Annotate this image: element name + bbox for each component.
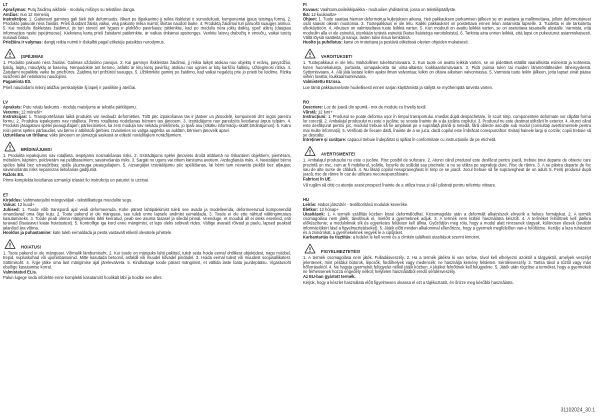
left-column xyxy=(3,3,291,295)
warning-header xyxy=(304,48,591,59)
language-section xyxy=(3,3,291,90)
language-code: FI xyxy=(303,2,307,7)
instructions-text: 1. Gabenant gaminys gali šiek tiek deformuotis. Iškart po išpakavimo jį reikia išskleisti ir sumodeliuoti, komponentai įgaus teisingą formą. 2. Produkto pakuotė nėra žaislas. Prieš duodant žaislą vaikui, visą pakuotę reikia nuimti; skirtas naudoti lauke. 4. Produktą žaidimui turi paruošti suaugęs asmuo. 5. Kai modulis išskleistas žaidimui, jis turi stovėti ant lygaus ir plokščio paviršiaus; įsitikinkite, kad po moduliu nėra jokių daiktų, ypač aštrių (daugiau informacijos rasite įspėjimuose). Kiekvieną kartą prieš žaisdami patikrinkite, ar vaikas tinkamai apsirengęs. Venkite laisvų drabužių ir virvučių, vaikai turėtų nusiauti batus. xyxy=(3,16,291,40)
warning-title: HOIATUS! xyxy=(21,244,42,250)
language-section xyxy=(3,193,291,280)
language-section xyxy=(303,3,591,90)
maintenance-text: kansi on irrotettava ja pestävä etiketissä olevien ohjeiden mukaisesti. xyxy=(343,40,469,45)
instructions-label: Ohjeet: xyxy=(303,16,318,22)
warning-triangle-icon xyxy=(304,243,316,254)
age-label: Vanus: xyxy=(3,202,17,208)
language-code: LT xyxy=(3,2,8,7)
age-label: Életkor: xyxy=(303,207,319,212)
read-before-use-note: Pirms komplekta lietošanas uzmanīgi izlasiet šo instrukciju un paturiet to uzziņai. xyxy=(3,178,150,183)
maintenance-line xyxy=(3,230,291,235)
made-in-line: Valmistatud ELis. xyxy=(3,270,37,275)
age-text: 12 luni+ xyxy=(318,109,333,115)
maintenance-label: Uzturēšana un tīrīšana: xyxy=(3,132,49,138)
maintenance-line xyxy=(303,40,591,45)
made-in-line: Az EU-ban gyártott termék. xyxy=(303,274,356,280)
instructions-label: Instrucțiuni: xyxy=(303,114,327,119)
instructions-paragraph xyxy=(303,17,591,40)
read-before-use-note: Palun lugege seda infolehte enne komplekti kasutamist hoolikalt läbi ja hoidke see alles. xyxy=(3,275,163,281)
description-text: Vaahtomuovileikkipaikka - moduulien yhdistelmä, jossa on tekstiilipäällyste. xyxy=(320,7,457,13)
maintenance-label: Hooldus ja puhastamine: xyxy=(3,230,52,235)
instructions-text: 1. Tuote saattaa hieman deformoitua kuljetuksen aikana. Heti pakkauksen purkamisen jälkeen se on avattava ja mallinnettava, jolloin deformoituneet osat saavat oikean muotonsa. 2. Tuotepakkaus ei ole lelu. Kaikki pakkaukset on poistettava ennen lelun antamista lapselle. 3. Tuotetta ei ole tarkoitettu ulkokäyttöön. 4. Aikuisen on valmisteltava tuote leikkiä varten. 5. Kun moduuli on avattu leikkiä varten, se on asetettava tasaiselle alustalle. Varmista, että moduulin alla ei ole esineitä, etenkään teräviä esineitä (katso lisätietoja varoituksista). 6. Tarkista aina ennen leikkiä, että lapsi on pukeutunut asianmukaisesti. Vältä löysiä vaatteita ja naruja, lasten tulisi riisua kenkänsä. xyxy=(303,16,591,40)
warning-title: BRĪDINĀJUMS! xyxy=(21,147,52,152)
description-text: Habos játszótér - textilborítású modulok keveréke. xyxy=(317,202,409,208)
language-code: RO xyxy=(303,99,310,105)
warning-title: VAROITUKSET! xyxy=(321,54,353,60)
maintenance-line xyxy=(303,138,591,143)
language-section xyxy=(303,100,591,187)
read-before-use-note: Lue tämä pakkausseloste huolellisesti ennen sarjan käyttämistä ja säilytä se myöhempää tarvetta varten. xyxy=(303,85,494,90)
age-text: 12 kuukautta+ xyxy=(311,12,338,17)
warning-text: 1. A termék csomagolása nem játék. Fulladásveszély. 2. Ha a termék játékra ki van terítve, távol kell elhelyezni azoktól a tárgyaktól, amelyek veszélyt jelentenek, mint például bútorok, lépcsők, fürdőhelyek vagy medencék; ne használja kemény felületen. Sérülésveszély. 3. Tartsa távol a tűztől vagy más hőforrásoktól. 4. Ne hagyja gyermekét felügyelet nélkül játék közben. A játékot felnőttnek kell felügyelnie. 5. Játék után rögzítse a terméket, hogy a gyermekek ne férhessenek hozzá engedély nélkül; helytelen használatból eredő sérülésveszély. xyxy=(303,255,591,275)
warning-triangle-icon xyxy=(4,239,16,250)
description-label: Kirjeldus: xyxy=(3,197,22,203)
description-text: Loc de joacă din spumă - mix de module cu înveliș textil. xyxy=(324,105,427,110)
maintenance-line xyxy=(3,40,291,45)
warning-triangle-icon xyxy=(4,48,16,59)
warning-title: AVERTISMENTE! xyxy=(321,152,356,157)
instructions-paragraph xyxy=(303,114,591,137)
maintenance-label: Huolto ja puhdistus: xyxy=(303,40,343,45)
read-before-use-note: Vă rugăm să citiți cu atenție acest prospect înainte de a utiliza trusa și să-l păstrați pentru referințe viitoare. xyxy=(303,182,497,188)
description-label: Apraksts: xyxy=(3,105,22,110)
made-in-line: Pagaminta ES. xyxy=(3,79,32,85)
warning-header xyxy=(304,146,591,157)
warning-text: 1. Ambalajul produsului nu este o jucărie. Risc posibil de sufocare. 2. Atunci când produsul este desfăcut pentru joacă, trebuie ținut departe de obiecte care prezintă un risc, cum ar fi mobilierul, scările, locurile de scăldat sau piscinele; a nu se utiliza pe suprafețe dure. Risc de rănire. 3. A se păstra departe de foc sau de alte surse de căldură. 4. Nu lăsați copilul nesupravegheat în timp ce se joacă. Jocul trebuie să fie supravegheat de un adult. 5. Feriți produsul după joacă; risc de rănire în caz de utilizare necorespunzătoare. xyxy=(303,158,591,177)
maintenance-text: dangtį reikia nuimti ir išskalbti pagal etiketėje pateiktus nurodymus. xyxy=(43,40,165,45)
warning-title: FIGYELMEZTETÉS! xyxy=(321,249,361,255)
description-label: Leírás: xyxy=(303,202,317,208)
right-column xyxy=(303,3,591,295)
language-code: HU xyxy=(303,197,309,202)
maintenance-text: kate tuleb eemaldada ja pesta vastavalt etiketil olevatele juhistele. xyxy=(52,230,173,235)
warning-triangle-icon xyxy=(304,146,316,157)
instructions-text: 1. Produsul se poate deforma ușor în timpul transportului. Imediat după despachetare, în scurt timp, componentele deformate vor căpăta forma lor corectă. 2. Ambalajul produsului nu este o jucărie; se scoate înainte de a da jucăria copilului. 3. Produsul nu este destinat utilizării în exterior. 4. Atunci când este desfășurat pentru joc, modulul trebuie să fie amplasat pe o suprafață plană și netedă, fără obiecte ascuțite sub modul (consultați avertismentele pentru mai multe informații). 5. Verificați de fiecare dată, înainte de a se juca, dacă copilul este îmbrăcat corespunzător. Evitați hainele largi și corzile; copiii trebuie să se descalțe. xyxy=(303,114,591,138)
made-in-line: Fabricat în UE. xyxy=(303,177,332,182)
description-label: Kuvaus: xyxy=(303,7,320,13)
instructions-paragraph xyxy=(3,17,291,40)
revision-code: 31102024_30.1 xyxy=(560,407,595,413)
instructions-text: 1. Toode võib transpordi ajal veidi deformeeruda. Kohe pärast lahtipakkimist tuleb see avada ja modelleerida, deformeerunud komponendid omandavad oma õige kuju. 2. Toote pakend ei ole mänguasi, see tuleb enne lapsele andmist eemaldada. 3. Toode ei ole ette nähtud välitingimustes kasutamiseks. 4. Toode peab olema mängimiseks lahti keeratud, peab see asuma tasasel ja siledal pinnal. Veenduge, et mooduli all ei oleks esemeid, eriti teravaid (lisateavet leiate hoiatustest). 5. Kontrollige iga kord enne mängimist, et laps oleks sobivalt riides. Vältige avaraid rõivaid ja paelu, lapsed peaksid jalanõud ära võtma. xyxy=(3,207,291,231)
maintenance-label: Karbantartás és tisztítás: xyxy=(303,235,352,240)
instructions-text: 1. Transportēšanas laikā produkts var nedaudz deformēties. Tūlīt pēc izpakošanas tas ir jāatver un jāmodelē, komponenti drīz iegūs pareizo formu. 2. Produkta iepakojums nav rotaļlieta. Pirms rotaļlietas nodošanas bērnam tas jānoņem. 3. Izstrādājums nav paredzēts lietošanai ārpus telpām. 4. Produkts jāsagatavo spēlei pieaugušajam; pārliecinieties, ka zem moduļa nav nekādu priekšmetu, jo īpaši asu (sīkāku informāciju skatīt brīdinājumos). 5. Katru reizi pirms spēles pārbaudiet, vai bērns ir atbilstoši ģērbies. Izvairieties no vaļīga apģērba un auklām, bērniem jānovelk apavi. xyxy=(3,114,291,133)
description-label: Descriere: xyxy=(303,105,324,110)
maintenance-text: vāks jānoņem un jāmazgā saskaņā ar etiķetē norādītajiem norādījumiem. xyxy=(49,132,183,138)
instructions-label: Utasítások: xyxy=(303,211,326,217)
warning-header xyxy=(4,48,291,59)
warning-triangle-icon xyxy=(304,48,316,59)
warning-text: 1. Tuotepakkaus ei ole lelu. Mahdollinen tukehtumisvaara. 2. Kun tuote on avattu leikkiä varten, se on pidettävä etäällä vaarallisista esineistä ja kohteista, kuten huonekaluista, portaista, uimapaikoista tai uima-altaista; loukkaantumisvaara. 3. Pidä poissa tulen tai muiden lämmönlähteiden läheisyydestä. Syttymisvaara. 4. Älä jätä lastasi leikin ajaksi ilman valvontaa; leikin on oltava aikuisen valvonnassa. 5. Varmista tuote leikin jälkeen, jotta lapset eivät pääse siihen luvatta; loukkaantumisvaara. xyxy=(303,60,591,80)
age-text: nuo 12 mėnesių xyxy=(20,12,50,17)
maintenance-line xyxy=(303,235,591,240)
age-label: Ikä: xyxy=(303,12,311,17)
instructions-text: 1. A termék szállítás közben kissé deformálódhat. Kicsomagolás után a deformált alkatrészek elnyerik a helyes formájukat. 2. A termék csomagolása nem játék; távolítsuk el, mielőtt a gyermeknek adjuk. 3. A termék nem kültéri használatra készült. 4. A terméket felnőttnek kell játékra előkészítenie; a moduloknak sík és egyenletes felületen kell állnia. Győződjön meg róla, hogy a modul alatt nincsenek tárgyak, különösen élesek (további információkért lásd a figyelmeztetéseket). 5. Játék előtt minden alkalommal ellenőrizze, hogy a gyermek megfelelően van-e felöltözve. Kerülje a laza ruházatot és a zsinórokat, a gyermekeknek vegyék le a cipőjüket. xyxy=(303,211,592,235)
age-label: Vârstă: xyxy=(303,109,317,115)
language-section xyxy=(303,197,591,284)
maintenance-text: a fedelet le kell venni és a címkén található utasítások szerint kimosni. xyxy=(352,235,481,240)
read-before-use-note: Kérjük, hogy a készlet használata előtt figyelmesen olvassa el ezt a tájékoztatót, és őrizze meg későbbi használatra. xyxy=(303,280,514,285)
instructions-paragraph xyxy=(3,114,291,133)
language-code: ET xyxy=(3,192,9,198)
warning-text: 1. Produkta iepakojums nav rotaļlieta. Iespējams nosmakšanas risks. 2. Izstrādājums spēlei jānovieto drošā attālumā no riskantiem objektiem, piemēram, mēbelēm, kāpnēm, peldvietām vai peldbaseiniem; savainošanās risks. 3. Sargāt no uguns vai citiem karstuma avotiem. Aizdegšanās risks. 4. Neatstājiet bērnu spēles laikā bez uzraudzības; spēle jāuzrauga pieaugušajiem. 5. Aizsargājiet izstrādājumu pēc spēlēšanas, lai bērni tam nevarētu piekļūt bez atļaujas; savainošanās risks nepareizas lietošanas gadījumā. xyxy=(3,153,291,172)
description-text: Vahtmaterjalist mänguväljak - tekstiilkattega moodulite segu. xyxy=(23,197,133,203)
description-text: Putu rotaļu laukums - moduļu maisījums ar tekstila pārklājumu. xyxy=(23,105,137,110)
made-in-line: Valmistettu EU:ssa. xyxy=(303,79,341,85)
instructions-paragraph xyxy=(3,207,291,230)
instructions-label: Instrukcijos: xyxy=(3,16,28,22)
description-label: Aprašymas: xyxy=(3,7,27,13)
instructions-label: Juhised: xyxy=(3,207,20,212)
maintenance-label: Întreținere și curățare: xyxy=(303,137,347,143)
age-label: Vecums: xyxy=(3,109,20,115)
warning-triangle-icon xyxy=(4,141,16,152)
language-code: LV xyxy=(3,99,8,105)
warning-text: 1. Toote pakend ei ole mänguasi. Võimalik lämbumisoht. 2. Kui toode on mänguks lahti pakitud, tuleb seda hoida eemal ohtlikest objektidest, nagu mööbel, trepid, supluskohad või ujumisbasseinid. Mitte kasutada betoonil, asfaldil või muudel kõvadel pindadel. 3. Hoida eemal tulest või muudest soojusallikatest. Süttimisoht. 4. Ärge jätke oma last mängimise ajal järelevalveta. 5. Kindlustage toode pärast mängimist, et vältida laste loata juurdepääsu. Vigastusoht ebaõige kasutamise korral. xyxy=(3,251,291,270)
warning-text: 1. Produkto pakuotė nėra žaislas. Galimas uždusimo pavojus. 2. Kai gaminys išskleistas žaidimui, jį reikia laikyti atokiau nuo objektų ir erdvių, pavyzdžiui, baldų, laiptų, maudyklų ar baseinų. Nenaudokite ant betono, asfalto ar kitų kietų paviršių; atokiau nuo ugnies ar kitų karščio šaltinių. Uždegimosi rizika. 4. Žaisdami nepalikite vaiko be priežiūros. Žaidimą turi prižiūrėti suaugęs. 5. Užtikrinkite gaminį po žaidimo, kad vaikai negalėtų prie jo prieiti be leidimo. Rizika susižeisti dėl netinkamo naudojimo. xyxy=(3,60,291,80)
language-section xyxy=(3,100,291,183)
age-text: 12 kuud+ xyxy=(17,202,35,208)
warning-header xyxy=(4,239,291,250)
columns xyxy=(3,3,595,295)
warning-header xyxy=(4,141,291,152)
warning-header xyxy=(304,243,591,254)
age-label: Amžius: xyxy=(3,12,19,17)
age-text: 12 hónap+ xyxy=(319,207,339,212)
instructions-label: Instrukcijas: xyxy=(3,114,28,119)
made-in-line: Ražots ES. xyxy=(3,172,25,178)
maintenance-text: capacul trebuie îndepărtat și spălat în conformitate cu instrucțiunile de pe etichetă. xyxy=(347,137,497,143)
maintenance-line xyxy=(3,133,291,138)
warning-title: ĮSPĖJIMAI! xyxy=(21,54,44,60)
age-text: 12 mēneši+ xyxy=(20,109,43,115)
description-text: Putų žaidimų aikštelė - modulių mišinys su tekstiline danga. xyxy=(27,7,136,13)
instructions-paragraph xyxy=(303,212,591,235)
read-before-use-note: Prieš naudodami rinkinį atidžiai perskaitykite šį lapelį ir pasilikite jį ateičiai. xyxy=(3,85,137,90)
maintenance-label: Priežiūra ir valymas: xyxy=(3,40,43,45)
